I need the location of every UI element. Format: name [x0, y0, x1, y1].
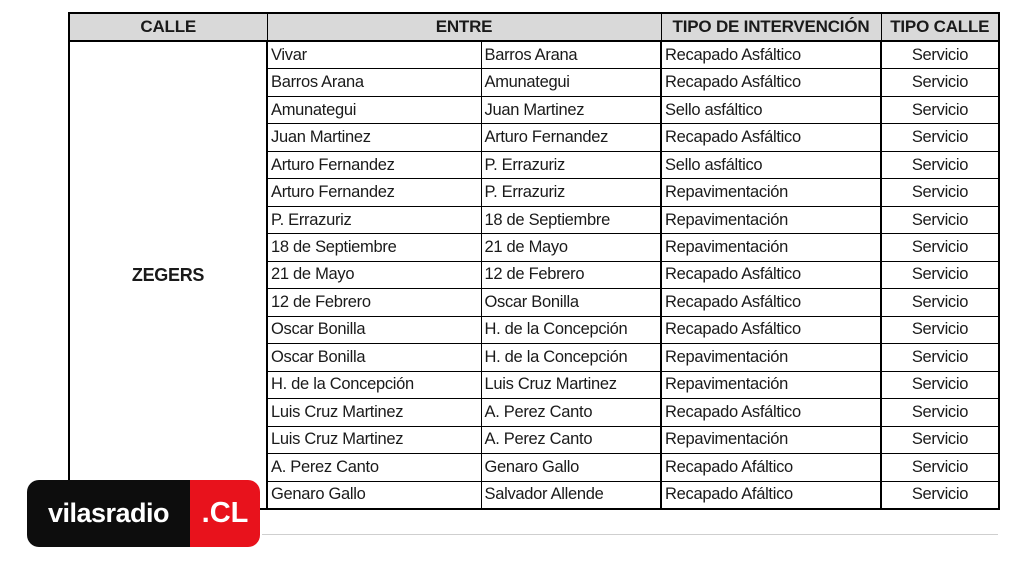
header-entre: ENTRE: [267, 13, 661, 41]
intervencion-cell: Repavimentación: [661, 234, 881, 261]
intervencion-cell: Recapado Asfáltico: [661, 316, 881, 343]
entre-desde-cell: 18 de Septiembre: [267, 234, 481, 261]
tipo-calle-cell: Servicio: [881, 151, 999, 178]
logo-tld: .CL: [190, 480, 260, 547]
intervencion-cell: Repavimentación: [661, 206, 881, 233]
entre-hasta-cell: Amunategui: [481, 69, 661, 96]
tipo-calle-cell: Servicio: [881, 206, 999, 233]
tipo-calle-cell: Servicio: [881, 454, 999, 481]
entre-desde-cell: Genaro Gallo: [267, 481, 481, 509]
tipo-calle-cell: Servicio: [881, 96, 999, 123]
entre-desde-cell: Arturo Fernandez: [267, 179, 481, 206]
entre-hasta-cell: Arturo Fernandez: [481, 124, 661, 151]
header-tipo-intervencion: TIPO DE INTERVENCIÓN: [661, 13, 881, 41]
entre-desde-cell: P. Errazuriz: [267, 206, 481, 233]
logo-brand: vilasradio: [27, 480, 190, 547]
intervencion-cell: Recapado Afáltico: [661, 454, 881, 481]
intervencion-cell: Recapado Afáltico: [661, 481, 881, 509]
entre-hasta-cell: A. Perez Canto: [481, 426, 661, 453]
tipo-calle-cell: Servicio: [881, 371, 999, 398]
intervencion-cell: Recapado Asfáltico: [661, 41, 881, 69]
entre-desde-cell: 12 de Febrero: [267, 289, 481, 316]
entre-hasta-cell: 21 de Mayo: [481, 234, 661, 261]
intervencion-cell: Repavimentación: [661, 426, 881, 453]
entre-hasta-cell: H. de la Concepción: [481, 344, 661, 371]
intervencion-cell: Recapado Asfáltico: [661, 289, 881, 316]
tipo-calle-cell: Servicio: [881, 426, 999, 453]
entre-hasta-cell: Luis Cruz Martinez: [481, 371, 661, 398]
intervencion-cell: Sello asfáltico: [661, 151, 881, 178]
entre-desde-cell: Oscar Bonilla: [267, 316, 481, 343]
calle-cell: ZEGERS: [69, 41, 267, 509]
entre-hasta-cell: Salvador Allende: [481, 481, 661, 509]
entre-desde-cell: Arturo Fernandez: [267, 151, 481, 178]
entre-hasta-cell: P. Errazuriz: [481, 179, 661, 206]
entre-hasta-cell: Juan Martinez: [481, 96, 661, 123]
intervencion-cell: Recapado Asfáltico: [661, 399, 881, 426]
tipo-calle-cell: Servicio: [881, 399, 999, 426]
table-body: [69, 41, 999, 509]
intervencion-cell: Recapado Asfáltico: [661, 261, 881, 288]
table-row: [69, 41, 999, 69]
entre-desde-cell: H. de la Concepción: [267, 371, 481, 398]
intervencion-cell: Recapado Asfáltico: [661, 124, 881, 151]
tipo-calle-cell: Servicio: [881, 261, 999, 288]
intervencion-cell: Recapado Asfáltico: [661, 69, 881, 96]
tipo-calle-cell: Servicio: [881, 124, 999, 151]
entre-desde-cell: Oscar Bonilla: [267, 344, 481, 371]
tipo-calle-cell: Servicio: [881, 481, 999, 509]
entre-hasta-cell: Oscar Bonilla: [481, 289, 661, 316]
entre-desde-cell: A. Perez Canto: [267, 454, 481, 481]
intervencion-cell: Repavimentación: [661, 371, 881, 398]
entre-desde-cell: Vivar: [267, 41, 481, 69]
entre-desde-cell: Juan Martinez: [267, 124, 481, 151]
entre-desde-cell: Barros Arana: [267, 69, 481, 96]
intervencion-cell: Repavimentación: [661, 344, 881, 371]
entre-hasta-cell: Barros Arana: [481, 41, 661, 69]
intervencion-cell: Repavimentación: [661, 179, 881, 206]
entre-hasta-cell: 12 de Febrero: [481, 261, 661, 288]
intervencion-cell: Sello asfáltico: [661, 96, 881, 123]
entre-desde-cell: Luis Cruz Martinez: [267, 399, 481, 426]
entre-hasta-cell: H. de la Concepción: [481, 316, 661, 343]
entre-hasta-cell: A. Perez Canto: [481, 399, 661, 426]
entre-hasta-cell: Genaro Gallo: [481, 454, 661, 481]
tipo-calle-cell: Servicio: [881, 69, 999, 96]
interventions-table: [68, 12, 1000, 510]
entre-desde-cell: Amunategui: [267, 96, 481, 123]
table-underline: [262, 534, 998, 535]
entre-hasta-cell: 18 de Septiembre: [481, 206, 661, 233]
tipo-calle-cell: Servicio: [881, 289, 999, 316]
header-tipo-calle: TIPO CALLE: [881, 13, 999, 41]
header-calle: CALLE: [69, 13, 267, 41]
tipo-calle-cell: Servicio: [881, 316, 999, 343]
tipo-calle-cell: Servicio: [881, 179, 999, 206]
entre-desde-cell: 21 de Mayo: [267, 261, 481, 288]
entre-desde-cell: Luis Cruz Martinez: [267, 426, 481, 453]
tipo-calle-cell: Servicio: [881, 234, 999, 261]
tipo-calle-cell: Servicio: [881, 344, 999, 371]
header-row: [69, 13, 999, 41]
entre-hasta-cell: P. Errazuriz: [481, 151, 661, 178]
tipo-calle-cell: Servicio: [881, 41, 999, 69]
vilasradio-logo: [27, 480, 260, 547]
